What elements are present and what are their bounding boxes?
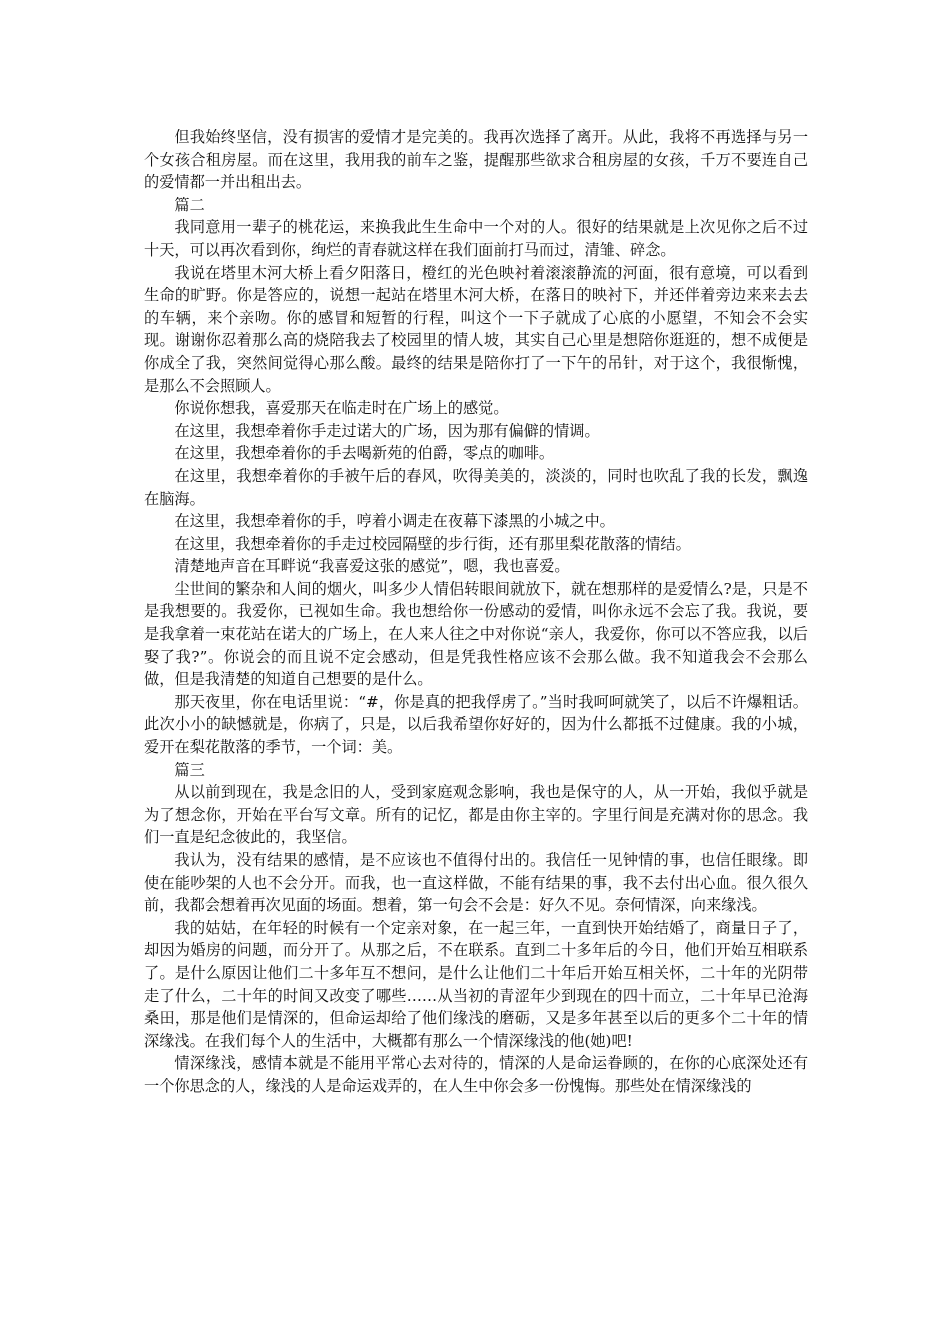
paragraph: 清楚地声音在耳畔说“我喜爱这张的感觉”，嗯，我也喜爱。	[174, 557, 570, 576]
paragraph: 在这里，我想牵着你的手去喝新苑的伯爵，零点的咖啡。	[174, 444, 555, 463]
section-heading: 篇二	[174, 195, 205, 214]
paragraph: 你说你想我，喜爱那天在临走时在广场上的感觉。	[174, 399, 509, 418]
paragraph: 我认为，没有结果的感情，是不应该也不值得付出的。我信任一见钟情的事，也信任眼缘。即使在能吵架的人也不会分开。而我，也一直这样做，不能有结果的事，我不去付出心血。很久很久前，我都会想着再次见面的场面。想着，第一句会不会是：好久不见。奈何情深，向来缘浅。	[144, 851, 808, 915]
paragraph: 在这里，我想牵着你手走过诺大的广场，因为那有偏僻的情调。	[174, 421, 600, 440]
paragraph: 从以前到现在，我是念旧的人，受到家庭观念影响，我也是保守的人，从一开始，我似乎就是为了想念你，开始在平台写文章。所有的记忆，都是由你主宰的。字里行间是充满对你的思念。我们一直是纪念彼此的，我坚信。	[144, 783, 808, 847]
document-body	[144, 126, 808, 1098]
paragraph: 尘世间的繁杂和人间的烟火，叫多少人情侣转眼间就放下，就在想那样的是爱情么?是，只是不是我想要的。我爱你，已视如生命。我也想给你一份感动的爱情，叫你永远不会忘了我。我说，要是我拿着一束花站在诺大的广场上，在人来人往之中对你说“亲人，我爱你，你可以不答应我，以后娶了我?”。你说会的而且说不定会感动，但是凭我性格应该不会那么做。我不知道我会不会那么做，但是我清楚的知道自己想要的是什么。	[144, 579, 808, 689]
paragraph: 在这里，我想牵着你的手被午后的春风，吹得美美的，淡淡的，同时也吹乱了我的长发，飘逸在脑海。	[144, 466, 808, 508]
paragraph: 我说在塔里木河大桥上看夕阳落日，橙红的光色映衬着滚滚静流的河面，很有意境，可以看到生命的旷野。你是答应的，说想一起站在塔里木河大桥，在落日的映衬下，并还伴着旁边来来去去的车辆，来个亲吻。你的感冒和短暂的行程，叫这个一下子就成了心底的小愿望，不知会不会实现。谢谢你忍着那么高的烧陪我去了校园里的情人坡，其实自己心里是想陪你逛逛的，想不成便是你成全了我，突然间觉得心那么酸。最终的结果是陪你打了一下午的吊针，对于这个，我很惭愧，是那么不会照顾人。	[144, 263, 808, 395]
paragraph: 那天夜里，你在电话里说：“#，你是真的把我俘虏了。”当时我呵呵就笑了，以后不许爆粗话。此次小小的缺憾就是，你病了，只是，以后我希望你好好的，因为什么都抵不过健康。我的小城，爱开在梨花散落的季节，一个词：美。	[144, 692, 808, 757]
paragraph: 我的姑姑，在年轻的时候有一个定亲对象，在一起三年，一直到快开始结婚了，商量日子了，却因为婚房的问题，而分开了。从那之后，不在联系。直到二十多年后的今日，他们开始互相联系了。是什么原因让他们二十多年互不想问，是什么让他们二十年后开始互相关怀，二十年的光阴带走了什么，二十年的时间又改变了哪些……从当初的青涩年少到现在的四十而立，二十年早已沧海桑田，那是他们是情深的，但命运却给了他们缘浅的磨砺，又是多年甚至以后的更多个二十年的情深缘浅。在我们每个人的生活中，大概都有那么一个情深缘浅的他(她)吧!	[144, 918, 808, 1050]
paragraph: 在这里，我想牵着你的手，哼着小调走在夜幕下漆黑的小城之中。	[174, 512, 615, 531]
section-heading: 篇三	[174, 760, 205, 779]
paragraph: 但我始终坚信，没有损害的爱情才是完美的。我再次选择了离开。从此，我将不再选择与另一个女孩合租房屋。而在这里，我用我的前车之鉴，提醒那些欲求合租房屋的女孩，千万不要连自己的爱情都一并出租出去。	[144, 128, 808, 192]
paragraph: 我同意用一辈子的桃花运，来换我此生生命中一个对的人。很好的结果就是上次见你之后不过十天，可以再次看到你，绚烂的青春就这样在我们面前打马而过，清雏、碎念。	[144, 218, 808, 259]
paragraph: 在这里，我想牵着你的手走过校园隔壁的步行街，还有那里梨花散落的情结。	[174, 534, 691, 553]
paragraph: 情深缘浅，感情本就是不能用平常心去对待的，情深的人是命运眷顾的，在你的心底深处还有一个你思念的人，缘浅的人是命运戏弄的，在人生中你会多一份愧悔。那些处在情深缘浅的	[144, 1054, 808, 1095]
